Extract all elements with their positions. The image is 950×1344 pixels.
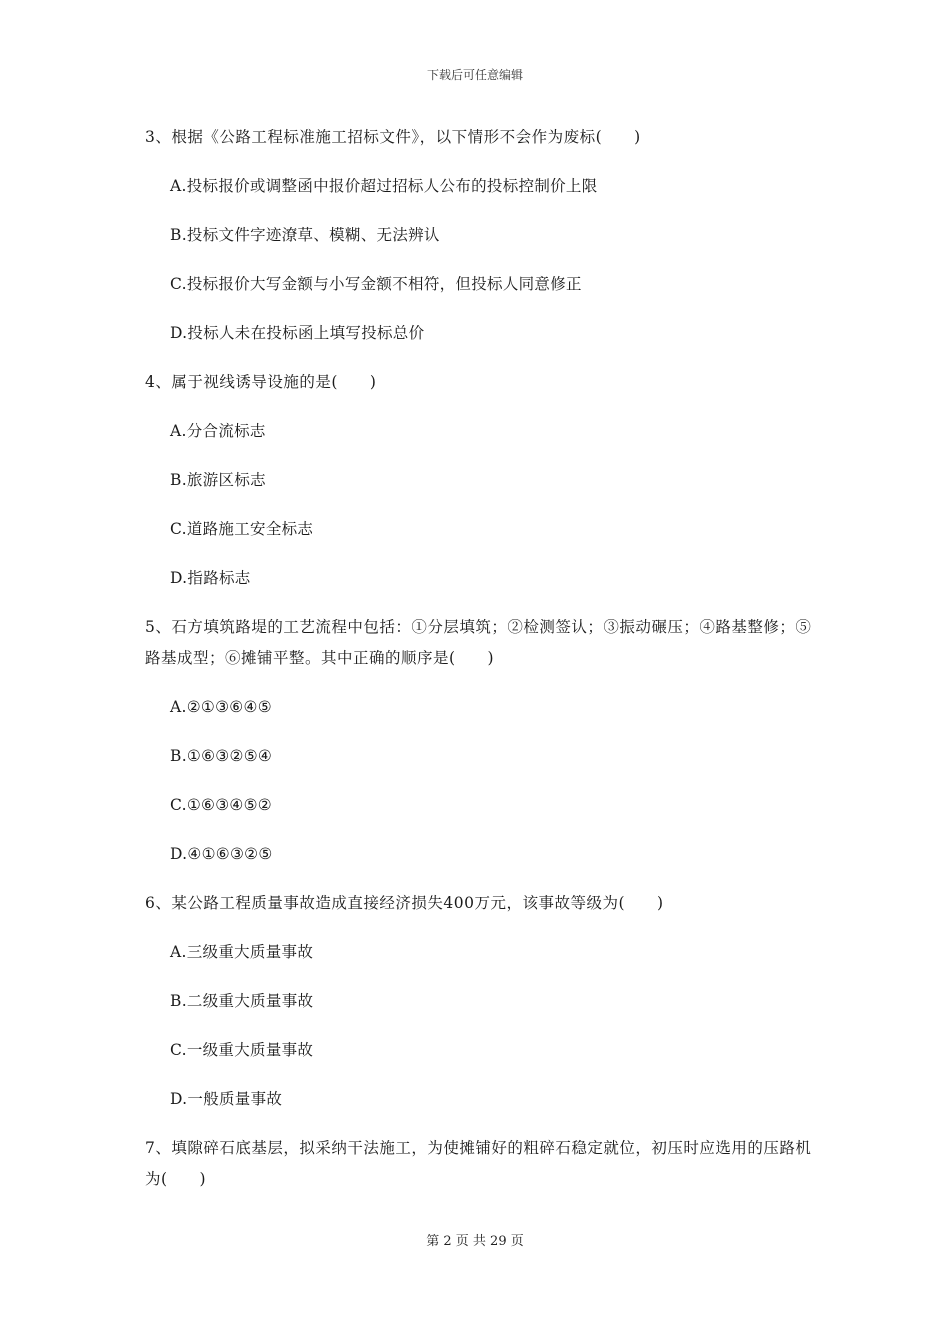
question-4-option-d: D.指路标志 [170, 569, 251, 587]
question-5-option-c: C.①⑥③④⑤② [170, 796, 273, 814]
question-4-option-c: C.道路施工安全标志 [170, 520, 314, 538]
question-5-text: 5、石方填筑路堤的工艺流程中包括：①分层填筑；②检测签认；③振动碾压；④路基整修；⑤路基成型；⑥摊铺平整。其中正确的顺序是( ) [145, 618, 812, 667]
question-3-text: 3、根据《公路工程标准施工招标文件》，以下情形不会作为废标( ) [145, 128, 641, 146]
question-6-option-b: B.二级重大质量事故 [170, 992, 314, 1010]
question-6-text: 6、某公路工程质量事故造成直接经济损失400万元，该事故等级为( ) [145, 894, 664, 912]
question-4-text: 4、属于视线诱导设施的是( ) [145, 373, 377, 391]
question-3-option-a: A.投标报价或调整函中报价超过招标人公布的投标控制价上限 [170, 177, 598, 195]
question-6-option-d: D.一般质量事故 [170, 1090, 283, 1108]
question-3-option-b: B.投标文件字迹潦草、模糊、无法辨认 [170, 226, 440, 244]
question-7-text: 7、填隙碎石底基层，拟采纳干法施工，为使摊铺好的粗碎石稳定就位，初压时应选用的压路机为( ) [145, 1139, 812, 1188]
question-6-option-a: A.三级重大质量事故 [170, 943, 314, 961]
question-6-option-c: C.一级重大质量事故 [170, 1041, 314, 1059]
page-header: 下载后可任意编辑 [426, 68, 523, 82]
question-4-option-a: A.分合流标志 [170, 422, 266, 440]
document-body [145, 122, 815, 1213]
question-5-option-a: A.②①③⑥④⑤ [170, 698, 272, 716]
question-5-option-b: B.①⑥③②⑤④ [170, 747, 273, 765]
page-footer: 第 2 页 共 29 页 [426, 1234, 524, 1249]
question-5-option-d: D.④①⑥③②⑤ [170, 845, 273, 863]
question-3-option-d: D.投标人未在投标函上填写投标总价 [170, 324, 425, 342]
question-3-option-c: C.投标报价大写金额与小写金额不相符，但投标人同意修正 [170, 275, 582, 293]
question-4-option-b: B.旅游区标志 [170, 471, 266, 489]
